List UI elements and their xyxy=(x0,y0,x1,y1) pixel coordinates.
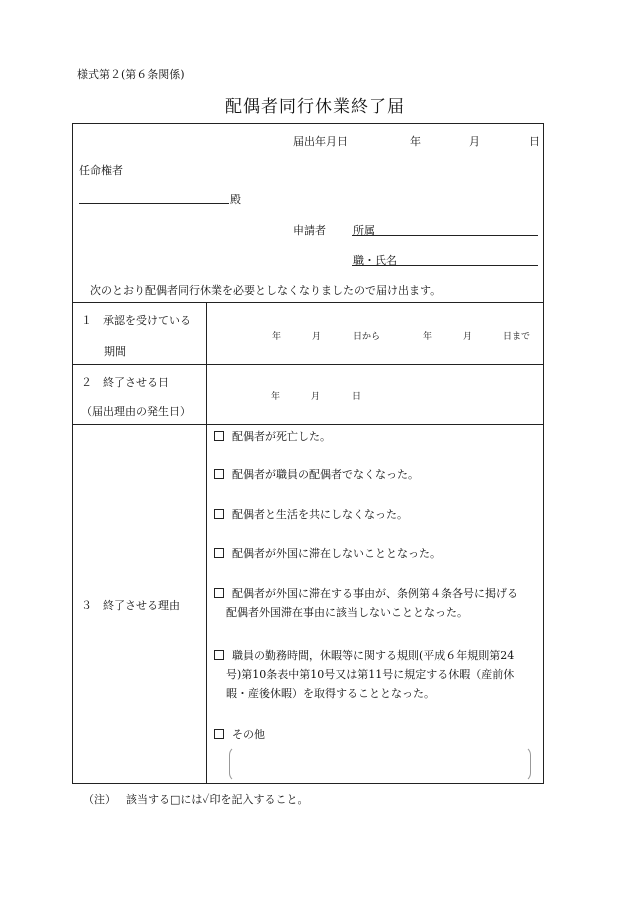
period-from-month: 月 xyxy=(312,332,322,342)
checkbox[interactable] xyxy=(214,469,224,479)
checkbox[interactable] xyxy=(214,650,224,660)
checkbox[interactable] xyxy=(214,509,224,519)
checkbox[interactable] xyxy=(214,729,224,739)
reason-option-death[interactable]: 配偶者が死亡した。 xyxy=(214,427,331,447)
reason-option-not-abroad[interactable]: 配偶者が外国に滞在しないこととなった。 xyxy=(214,544,441,564)
statement-text: 次のとおり配偶者同行休業を必要としなくなりましたので届け出ます。 xyxy=(90,284,442,297)
period-from-year: 年 xyxy=(272,332,282,342)
reason-option-ineligible[interactable]: 配偶者が外国に滞在する事由が、条例第４条各号に掲げる xyxy=(214,584,518,604)
reason-option-leave-cont2: 暇・産後休暇）を取得することとなった。 xyxy=(226,687,435,700)
other-reason-input[interactable] xyxy=(229,746,531,782)
checkbox[interactable] xyxy=(214,548,224,558)
reason-option-not-spouse[interactable]: 配偶者が職員の配偶者でなくなった。 xyxy=(214,465,419,485)
reason-option-ineligible-cont: 配偶者外国滞在事由に該当しないこととなった。 xyxy=(226,606,468,619)
checkbox[interactable] xyxy=(214,431,224,441)
filing-date-label: 届出年月日 xyxy=(293,135,348,148)
divider xyxy=(72,424,544,425)
divider xyxy=(72,302,544,303)
period-label-line1: １ 承認を受けている xyxy=(81,314,191,327)
period-from-day: 日から xyxy=(353,332,381,342)
end-date-month: 月 xyxy=(311,392,321,402)
filing-day-label: 日 xyxy=(529,135,540,148)
note-prefix: （注） xyxy=(83,793,116,806)
period-to-year: 年 xyxy=(423,332,433,342)
filing-month-label: 月 xyxy=(469,135,480,148)
affiliation-line[interactable] xyxy=(352,235,538,236)
reason-option-leave[interactable]: 職員の勤務時間，休暇等に関する規則(平成６年規則第24 xyxy=(214,646,514,666)
end-date-label-line2: （届出理由の発生日） xyxy=(81,405,191,418)
divider xyxy=(206,302,207,784)
note-text: 該当する□には✓印を記入すること。 xyxy=(126,793,309,806)
reason-option-leave-cont1: 号)第10条表中第10号又は第11号に規定する休暇（産前休 xyxy=(226,668,515,681)
period-to-month: 月 xyxy=(463,332,473,342)
end-date-label-line1: ２ 終了させる日 xyxy=(81,376,169,389)
applicant-label: 申請者 xyxy=(293,224,326,237)
end-date-day: 日 xyxy=(352,392,362,402)
period-label-line2: 期間 xyxy=(104,345,126,358)
position-name-label: 職・氏名 xyxy=(353,254,397,267)
filing-year-label: 年 xyxy=(410,135,421,148)
reason-option-other[interactable]: その他 xyxy=(214,725,265,745)
checkbox[interactable] xyxy=(214,588,224,598)
page-title: 配偶者同行休業終了届 xyxy=(225,97,405,117)
reason-option-not-living-together[interactable]: 配偶者と生活を共にしなくなった。 xyxy=(214,505,408,525)
reason-label: ３ 終了させる理由 xyxy=(81,599,180,612)
position-name-line[interactable] xyxy=(352,265,538,266)
form-id-label: 様式第２(第６条関係) xyxy=(77,68,185,81)
appointer-label: 任命権者 xyxy=(79,164,123,177)
honorific-label: 殿 xyxy=(230,193,241,206)
affiliation-label: 所属 xyxy=(353,224,375,237)
appointer-name-line[interactable] xyxy=(79,203,229,204)
divider xyxy=(72,364,544,365)
end-date-year: 年 xyxy=(271,392,281,402)
period-to-day: 日まで xyxy=(503,332,531,342)
